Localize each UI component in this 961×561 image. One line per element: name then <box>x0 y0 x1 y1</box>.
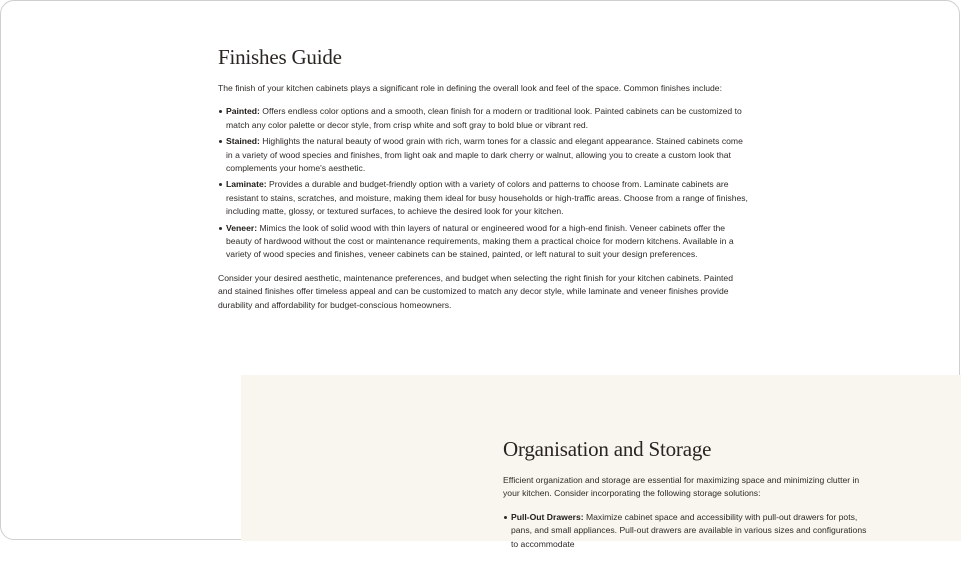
item-term: Painted: <box>226 106 260 117</box>
finishes-guide-section <box>218 45 748 322</box>
storage-content <box>503 437 875 561</box>
finishes-list <box>218 105 748 261</box>
list-item-painted <box>226 105 748 132</box>
storage-list <box>503 511 875 551</box>
storage-intro: Efficient organization and storage are essential for maximizing space and minimizing clutter in your kitchen. Consider incorporating the following storage solutions: <box>503 475 860 499</box>
storage-section-band <box>241 375 961 549</box>
finishes-intro: The finish of your kitchen cabinets plays a significant role in defining the overall look and feel of the space. Common finishes include: <box>218 83 722 93</box>
item-text: Highlights the natural beauty of wood grain with rich, warm tones for a classic and elegant appearance. Stained cabinets come in a variety of wood species and finishes, from light oak and maple to dark cherry or walnut, allowing you to create a custom look that complements your home's aesthetic. <box>226 136 743 174</box>
item-term: Pull-Out Drawers: <box>511 511 584 522</box>
item-term: Stained: <box>226 136 260 147</box>
finishes-conclusion: Consider your desired aesthetic, maintenance preferences, and budget when selecting the right finish for your kitchen cabinets. Painted and stained finishes offer timeless appeal and can be customized to match any decor style, while laminate and veneer finishes provide durability and affordability for budget-conscious homeowners. <box>218 272 733 310</box>
list-item-laminate <box>226 178 748 218</box>
item-text: Mimics the look of solid wood with thin layers of natural or engineered wood for a high-end finish. Veneer cabinets offer the beauty of hardwood without the cost or maintenance requirements, making them a practical choice for modern kitchens. Available in a variety of wood species and finishes, veneer cabinets can be stained, painted, or left natural to suit your design preferences. <box>226 222 734 260</box>
item-term: Laminate: <box>226 179 267 190</box>
item-text: Offers endless color options and a smooth, clean finish for a modern or traditional look. Painted cabinets can be customized to match any color palette or decor style, from crisp white and soft gray to bold blue or vibrant red. <box>226 106 742 130</box>
list-item-stained <box>226 135 748 175</box>
finishes-guide-title: Finishes Guide <box>218 45 342 69</box>
item-text: Provides a durable and budget-friendly option with a variety of colors and patterns to choose from. Laminate cabinets are resistant to stains, scratches, and moisture, making them ideal for busy households or high-traffic areas. Choose from a range of finishes, including matte, glossy, or textured surfaces, to achieve the desired look for your kitchen. <box>226 179 748 217</box>
list-item-veneer <box>226 222 748 262</box>
item-text: Maximize cabinet space and accessibility with pull-out drawers for pots, pans, and small appliances. Pull-out drawers are available in various sizes and configurations to accommodate <box>511 511 867 549</box>
storage-title: Organisation and Storage <box>503 437 712 461</box>
list-item-pull-out-drawers <box>511 511 875 551</box>
item-term: Veneer: <box>226 222 258 233</box>
